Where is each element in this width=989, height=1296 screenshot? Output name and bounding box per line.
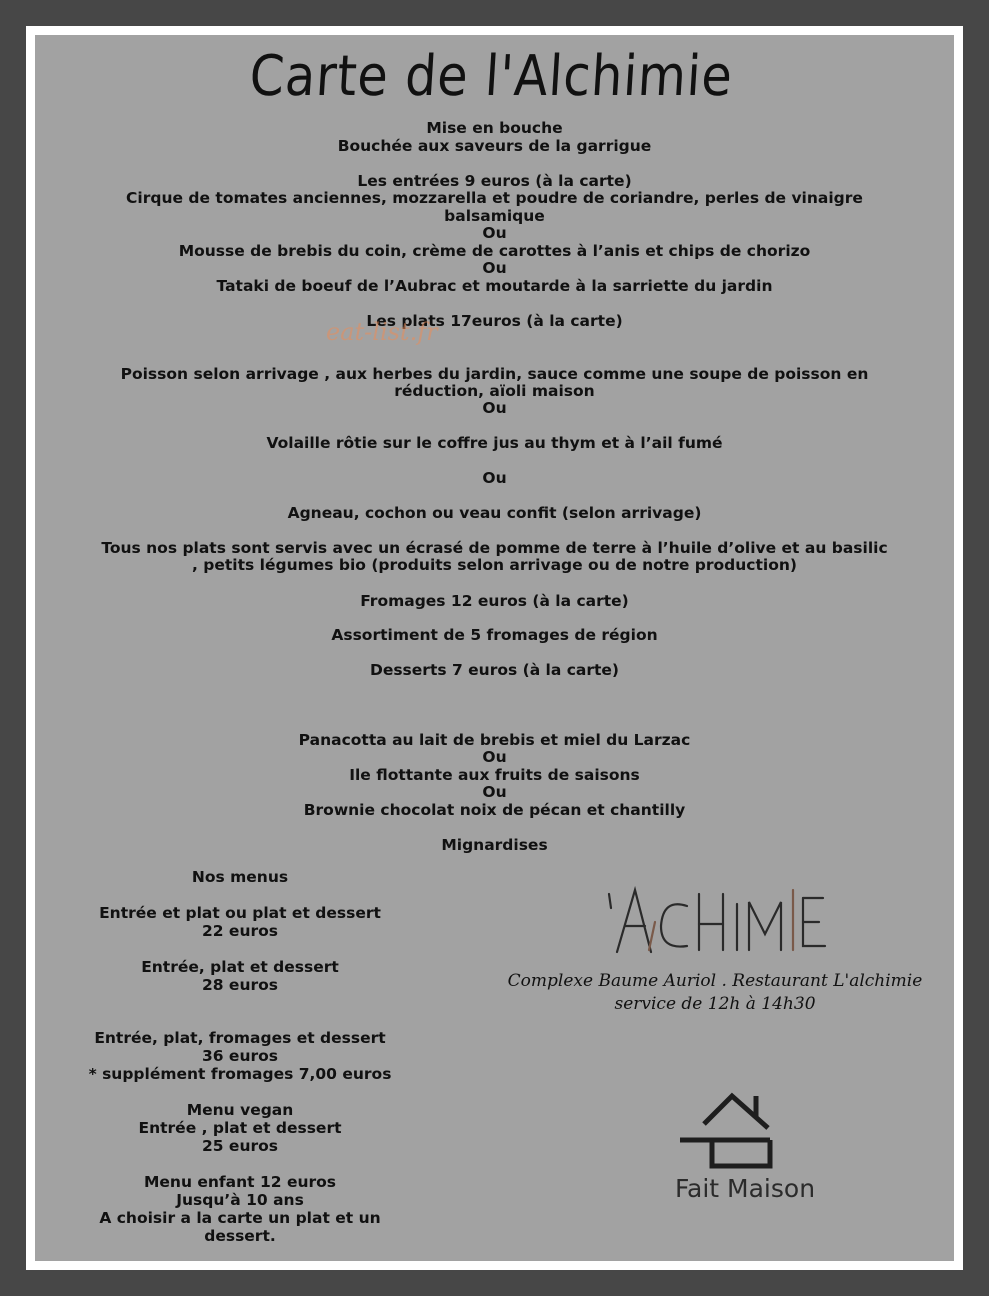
dessert-item-2: Ile flottante aux fruits de saisons [349,766,640,784]
plat-or-2: Ou [482,469,507,487]
entree-or-2: Ou [482,259,507,277]
formule-2: Entrée, plat et dessert [141,958,339,976]
mignardises: Mignardises [441,836,548,854]
entree-item-1-cont: balsamique [444,207,545,225]
mise-heading: Mise en bouche [426,119,563,137]
formule-4: Menu vegan [186,1101,294,1119]
formule-5-age: Jusqu’à 10 ans [176,1191,304,1209]
formule-3-supplement: * supplément fromages 7,00 euros [88,1065,392,1083]
entrees-heading: Les entrées 9 euros (à la carte) [357,172,632,190]
formule-4-price: 25 euros [201,1137,279,1155]
formule-3-price: 36 euros [201,1047,279,1065]
fromages-heading: Fromages 12 euros (à la carte) [360,592,629,610]
watermark-text: eat-list.fr [326,318,438,346]
formule-1-price: 22 euros [201,922,279,940]
plats-note-cont: , petits légumes bio (produits selon arrivage ou de notre production) [192,556,797,574]
house-icon [676,1086,776,1172]
entree-or-1: Ou [482,224,507,242]
formule-5: Menu enfant 12 euros [143,1173,337,1191]
dessert-or-2: Ou [482,783,507,801]
plat-item-1: Poisson selon arrivage , aux herbes du jardin, sauce comme une soupe de poisson en [120,365,869,383]
entree-item-2: Mousse de brebis du coin, crème de carottes à l’anis et chips de chorizo [178,242,811,260]
logo-service-hours: service de 12h à 14h30 [614,994,816,1014]
formule-5-detail: A choisir a la carte un plat et un [99,1209,381,1227]
page-title: Carte de l'Alchimie [247,44,735,109]
dessert-item-3: Brownie chocolat noix de pécan et chantilly [303,801,686,819]
entree-item-3: Tataki de boeuf de l’Aubrac et moutarde à la sarriette du jardin [216,277,773,295]
fait-maison-label: Fait Maison [674,1174,816,1203]
formules-heading: Nos menus [191,868,289,886]
desserts-heading: Desserts 7 euros (à la carte) [369,661,620,679]
plats-heading: Les plats 17euros (à la carte) [366,312,623,330]
mise-item: Bouchée aux saveurs de la garrigue [337,137,652,155]
dessert-item-1: Panacotta au lait de brebis et miel du Larzac [298,731,691,749]
logo-caption: Complexe Baume Auriol . Restaurant L'alchimie [507,971,923,991]
plat-or-1: Ou [482,399,507,417]
formule-2-price: 28 euros [201,976,279,994]
formule-3: Entrée, plat, fromages et dessert [94,1029,386,1047]
plat-item-2: Volaille rôtie sur le coffre jus au thym et à l’ail fumé [266,434,723,452]
entree-item-1: Cirque de tomates anciennes, mozzarella et poudre de coriandre, perles de vinaigre [126,189,863,207]
plat-item-1-cont: réduction, aïoli maison [394,382,595,400]
plat-item-3: Agneau, cochon ou veau confit (selon arrivage) [287,504,702,522]
dessert-or-1: Ou [482,748,507,766]
fromages-item: Assortiment de 5 fromages de région [331,626,658,644]
alchimie-logo [603,884,833,956]
formule-5-detail-cont: dessert. [204,1227,276,1245]
formule-4-detail: Entrée , plat et dessert [138,1119,342,1137]
formule-1: Entrée et plat ou plat et dessert [99,904,381,922]
plats-note: Tous nos plats sont servis avec un écrasé de pomme de terre à l’huile d’olive et au basilic [101,539,888,557]
